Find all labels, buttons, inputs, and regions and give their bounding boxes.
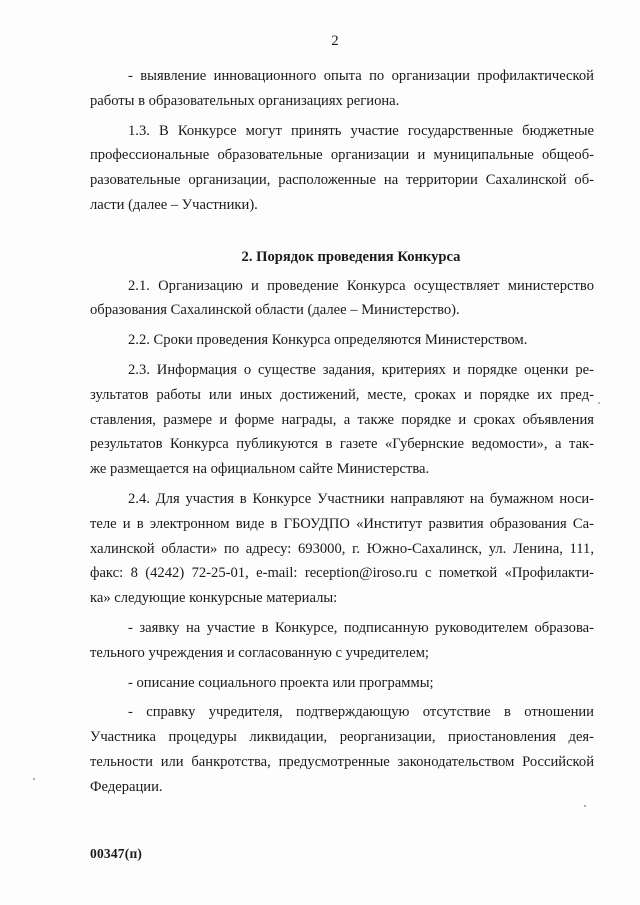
text-line: образования Сахалинской области (далее – Министерство). <box>90 302 460 319</box>
text-line: - описание социального проекта или программы; <box>128 674 434 691</box>
text-line: результатов Конкурса публикуются в газете «Губернские ведомости», а так- <box>90 436 594 453</box>
text-line: работы в образовательных организациях региона. <box>90 92 400 109</box>
text-line: - справку учредителя, подтверждающую отсутствие в отношении <box>128 704 594 721</box>
text-line: - выявление инновационного опыта по организации профилактической <box>128 68 594 84</box>
text-line: 2.1. Организацию и проведение Конкурса осуществляет министерство <box>128 277 594 294</box>
text-line: - заявку на участие в Конкурсе, подписанную руководителем образова- <box>128 619 594 636</box>
paragraph-2-4 <box>90 487 594 611</box>
section-heading: 2. Порядок проведения Конкурса <box>241 248 461 265</box>
text-line: 2.4. Для участия в Конкурсе Участники направляют на бумажном носи- <box>128 490 594 507</box>
paragraph-2-3 <box>90 358 594 482</box>
document-body <box>90 64 594 805</box>
text-line: 2.3. Информация о существе задания, критериях и порядке оценки ре- <box>128 361 594 378</box>
scan-speck <box>584 805 586 807</box>
text-line: ласти (далее – Участники). <box>90 196 258 213</box>
text-line: теле и в электронном виде в ГБОУДПО «Институт развития образования Са- <box>90 515 594 532</box>
text-line: ставления, размере и форме награды, а также порядке и сроках объявления <box>90 411 594 428</box>
text-line: же размещается на официальном сайте Министерства. <box>90 461 430 478</box>
list-item-description <box>90 671 594 696</box>
text-line: Федерации. <box>90 778 163 795</box>
text-line: факс: 8 (4242) 72-25-01, e-mail: reception@iroso.ru с пометкой «Профилакти- <box>90 565 594 582</box>
text-line: разовательные организации, расположенные на территории Сахалинской об- <box>90 172 594 189</box>
list-item-application <box>90 616 594 666</box>
list-item-certificate <box>90 700 594 799</box>
scan-speck <box>598 402 600 404</box>
text-line: тельности или банкротства, предусмотренные законодательством Российской <box>90 753 594 770</box>
page-number: 2 <box>331 33 339 49</box>
scan-speck <box>33 778 35 780</box>
text-line: ка» следующие конкурсные материалы: <box>90 590 338 607</box>
text-line: Участника процедуры ликвидации, реорганизации, приостановления дея- <box>90 729 594 746</box>
text-line: халинской области» по адресу: 693000, г. Южно-Сахалинск, ул. Ленина, 111, <box>90 540 594 557</box>
text-line: тельного учреждения и согласованную с учредителем; <box>90 644 429 661</box>
paragraph-2-1 <box>90 274 594 324</box>
paragraph-innovation <box>90 64 594 114</box>
text-line: зультатов работы или иных достижений, месте, сроках и порядке их пред- <box>90 386 594 403</box>
paragraph-1-3 <box>90 119 594 218</box>
document-code: 00347(п) <box>90 846 143 861</box>
paragraph-2-2 <box>90 328 594 353</box>
text-line: профессиональные образовательные организации и муниципальные общеоб- <box>90 147 594 164</box>
text-line: 2.2. Сроки проведения Конкурса определяются Министерством. <box>128 332 528 349</box>
text-line: 1.3. В Конкурсе могут принять участие государственные бюджетные <box>128 122 594 139</box>
